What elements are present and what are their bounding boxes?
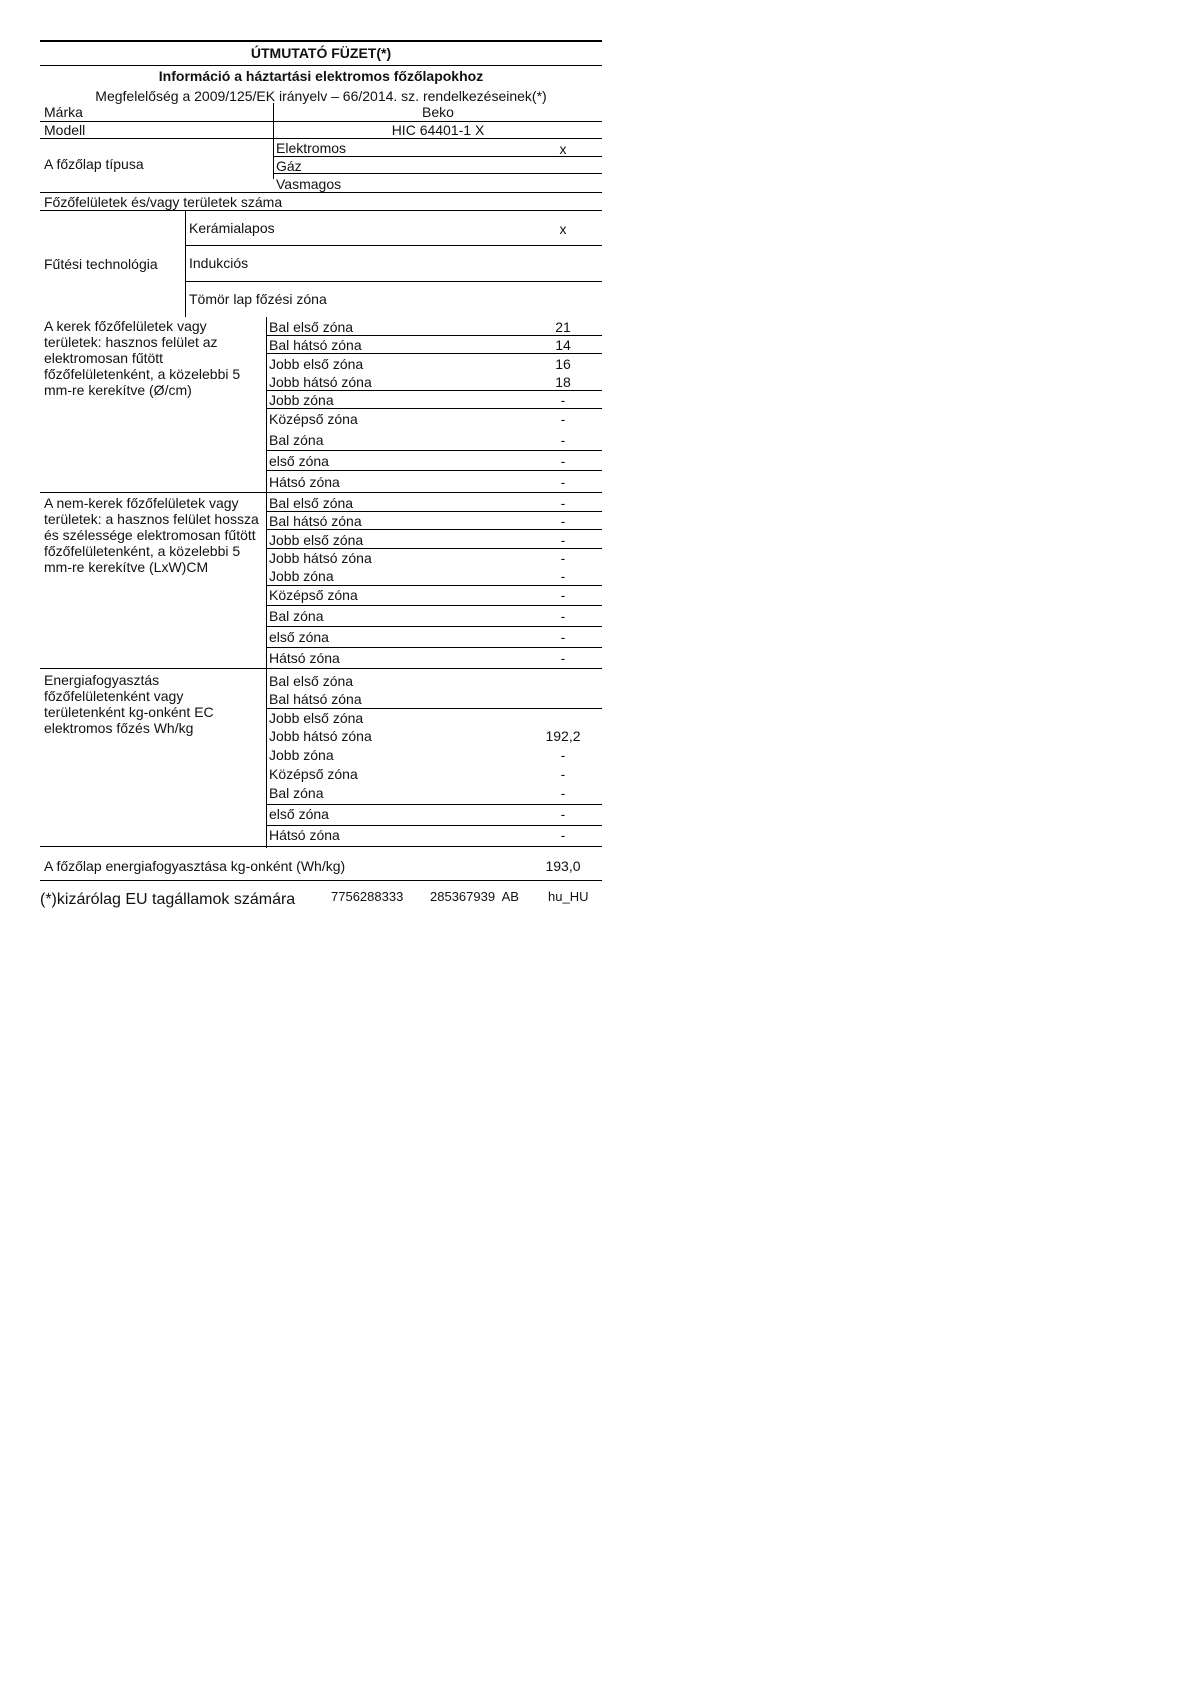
rule <box>267 647 602 648</box>
model-label: Modell <box>44 122 86 138</box>
zone-name: Bal hátsó zóna <box>269 513 362 529</box>
rule <box>267 585 602 586</box>
rule <box>267 408 602 409</box>
column-divider <box>185 210 186 317</box>
footer-code: 7756288333 <box>331 889 404 904</box>
rule <box>267 825 602 826</box>
zone-value: - <box>560 785 566 801</box>
zone-value: - <box>560 532 566 548</box>
zone-name: Hátsó zóna <box>269 474 340 490</box>
rule <box>40 880 602 881</box>
rule <box>267 450 602 451</box>
page-subtitle: Információ a háztartási elektromos főzőlapokhoz <box>158 68 484 84</box>
zone-name: első zóna <box>269 806 329 822</box>
rule <box>267 708 602 709</box>
page-title: ÚTMUTATÓ FÜZET(*) <box>250 45 392 61</box>
zone-value: - <box>560 453 566 469</box>
zone-name: Bal hátsó zóna <box>269 691 362 707</box>
rule <box>267 353 602 354</box>
zone-value: 192,2 <box>545 728 581 744</box>
zone-value: - <box>560 474 566 490</box>
zone-value: - <box>560 411 566 427</box>
zone-name: Jobb első zóna <box>269 710 364 726</box>
zone-value: - <box>560 513 566 529</box>
zone-name: Jobb hátsó zóna <box>269 550 372 566</box>
rule <box>40 138 602 139</box>
zone-value: - <box>560 629 566 645</box>
zone-value: 16 <box>555 356 571 372</box>
hob-type-option: Vasmagos <box>276 176 342 192</box>
zone-name: Jobb zóna <box>269 392 334 408</box>
zone-name: Bal első zóna <box>269 673 354 689</box>
rule <box>274 173 602 174</box>
zone-name: Bal zóna <box>269 608 324 624</box>
heating-option: Kerámialapos <box>189 220 275 236</box>
zone-name: Középső zóna <box>269 766 358 782</box>
zone-name: Bal első zóna <box>269 495 354 511</box>
model-value: HIC 64401-1 X <box>391 122 485 138</box>
rule <box>186 281 602 282</box>
zone-value: 14 <box>555 337 571 353</box>
check-mark: x <box>559 221 567 237</box>
rule <box>40 492 602 493</box>
zone-name: Középső zóna <box>269 411 358 427</box>
zone-value: - <box>560 806 566 822</box>
zone-value: 18 <box>555 374 571 390</box>
zone-name: Jobb hátsó zóna <box>269 728 372 744</box>
zone-name: Középső zóna <box>269 587 358 603</box>
zone-name: Jobb első zóna <box>269 532 364 548</box>
rule <box>40 846 602 847</box>
total-energy-label: A főzőlap energiafogyasztása kg-onként (Wh/kg) <box>44 858 346 874</box>
heating-option: Indukciós <box>189 255 249 271</box>
zone-name: Hátsó zóna <box>269 827 340 843</box>
rule <box>267 605 602 606</box>
zone-value: - <box>560 568 566 584</box>
top-rule <box>40 40 602 42</box>
footer-code: 285367939 AB <box>430 889 519 904</box>
zone-name: Bal zóna <box>269 432 324 448</box>
zone-name: Bal első zóna <box>269 319 354 335</box>
nonround-zones-label: A nem-kerek főzőfelületek vagy területek: a hasznos felület hossza és szélessége elektromosan fűtött főzőfelületenként, a közelebbi 5 mm-re kerekítve (LxW)CM <box>44 495 259 575</box>
zone-value: - <box>560 747 566 763</box>
zone-value: - <box>560 587 566 603</box>
zone-value: - <box>560 650 566 666</box>
rule <box>267 470 602 471</box>
footer-note: (*)kizárólag EU tagállamok számára <box>40 891 296 908</box>
round-zones-label: A kerek főzőfelületek vagy területek: hasznos felület az elektromosan fűtött főzőfelületenként, a közelebbi 5 mm-re kerekítve (Ø/cm) <box>44 318 241 398</box>
rule <box>267 529 602 530</box>
rule <box>267 511 602 512</box>
zone-name: első zóna <box>269 453 329 469</box>
rule <box>186 245 602 246</box>
zone-value: - <box>560 550 566 566</box>
hob-type-label: A főzőlap típusa <box>44 156 144 172</box>
brand-label: Márka <box>44 104 83 120</box>
zone-value: - <box>560 432 566 448</box>
zone-name: Bal zóna <box>269 785 324 801</box>
zone-name: első zóna <box>269 629 329 645</box>
energy-zones-label: Energiafogyasztás főzőfelületenként vagy területenként kg-onként EC elektromos főzés Wh/kg <box>44 672 214 736</box>
zone-name: Hátsó zóna <box>269 650 340 666</box>
hob-type-option: Gáz <box>276 158 302 174</box>
rule <box>267 548 602 549</box>
heating-option: Tömör lap főzési zóna <box>189 291 327 307</box>
total-energy-value: 193,0 <box>545 858 581 874</box>
zone-value: 21 <box>555 319 571 335</box>
heating-label: Fűtési technológia <box>44 256 158 272</box>
rule <box>267 804 602 805</box>
zone-name: Jobb első zóna <box>269 356 364 372</box>
hob-type-option: Elektromos <box>276 140 347 156</box>
zone-name: Bal hátsó zóna <box>269 337 362 353</box>
zone-value: - <box>560 766 566 782</box>
check-mark: x <box>559 141 567 157</box>
column-divider <box>266 317 267 848</box>
rule <box>40 65 602 66</box>
brand-value: Beko <box>422 104 454 120</box>
zone-value: - <box>560 827 566 843</box>
zone-value: - <box>560 608 566 624</box>
rule <box>274 156 602 157</box>
rule <box>40 210 602 211</box>
zone-name: Jobb zóna <box>269 568 334 584</box>
zone-name: Jobb hátsó zóna <box>269 374 372 390</box>
rule <box>40 192 602 193</box>
rule <box>267 626 602 627</box>
rule <box>40 668 602 669</box>
zone-value: - <box>560 495 566 511</box>
footer-locale: hu_HU <box>548 889 589 904</box>
rule <box>267 390 602 391</box>
zone-value: - <box>560 392 566 408</box>
zones-count-label: Főzőfelületek és/vagy területek száma <box>44 194 283 210</box>
compliance-text: Megfelelőség a 2009/125/EK irányelv – 66/2014. sz. rendelkezéseinek(*) <box>95 88 547 104</box>
zone-name: Jobb zóna <box>269 747 334 763</box>
rule <box>267 335 602 336</box>
